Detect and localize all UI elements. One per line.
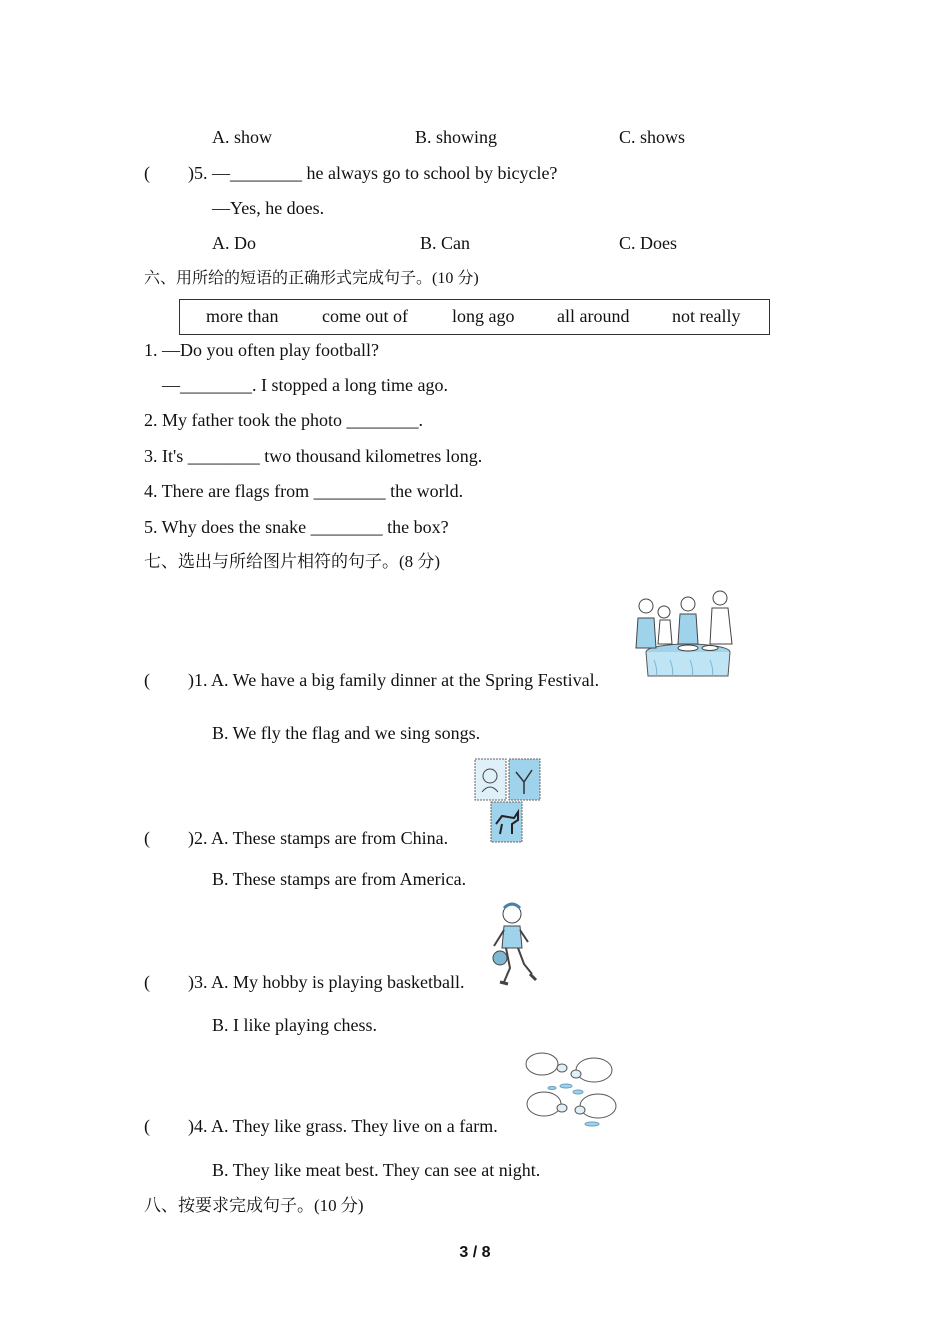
s7-q2-option-a: )2. A. These stamps are from China. [188,828,449,848]
s7-q1-paren: ( [144,670,150,690]
q4-option-c: C. shows [619,127,686,147]
phrase-item: more than [206,306,279,326]
s7-q3-paren: ( [144,972,150,992]
q5-answer: —Yes, he does. [212,198,325,218]
section6-item: —________. I stopped a long time ago. [162,375,448,395]
phrase-item: not really [672,306,741,326]
phrase-box [179,299,770,335]
section8-heading: 八、按要求完成句子。(10 分) [144,1196,364,1215]
s7-q1-option-b: B. We fly the flag and we sing songs. [212,723,481,743]
stamps-image [474,758,542,844]
q4-option-b: B. showing [415,127,498,147]
s7-q1-option-a: )1. A. We have a big family dinner at the Spring Festival. [188,670,600,690]
s7-q2-option-b: B. These stamps are from America. [212,869,467,889]
basketball-boy-image [488,902,544,990]
s7-q3-option-a: )3. A. My hobby is playing basketball. [188,972,465,992]
q5-option-b: B. Can [420,233,471,253]
section6-item: 2. My father took the photo ________. [144,410,423,430]
q5-paren: ( [144,163,150,183]
s7-q2-paren: ( [144,828,150,848]
s7-q3-option-b: B. I like playing chess. [212,1015,377,1035]
s7-q4-paren: ( [144,1116,150,1136]
family-dinner-image [630,588,738,682]
s7-q4-option-b: B. They like meat best. They can see at night. [212,1160,541,1180]
q4-option-a: A. show [212,127,273,147]
section6-heading: 六、用所给的短语的正确形式完成句子。(10 分) [144,270,479,287]
page-number: 3 / 8 [459,1244,491,1261]
q5-option-a: A. Do [212,233,256,253]
section6-item: 3. It's ________ two thousand kilometres long. [144,446,483,466]
phrase-item: all around [557,306,630,326]
q5-option-c: C. Does [619,233,677,253]
s7-q4-option-a: )4. A. They like grass. They live on a farm. [188,1116,498,1136]
section6-item: 5. Why does the snake ________ the box? [144,517,449,537]
q5-question: )5. —________ he always go to school by bicycle? [188,163,558,183]
section7-heading: 七、选出与所给图片相符的句子。(8 分) [144,552,441,571]
section6-item: 4. There are flags from ________ the world. [144,481,464,501]
phrase-item: long ago [452,306,515,326]
section6-item: 1. —Do you often play football? [144,340,379,360]
sheep-image [522,1048,620,1128]
phrase-item: come out of [322,306,408,326]
